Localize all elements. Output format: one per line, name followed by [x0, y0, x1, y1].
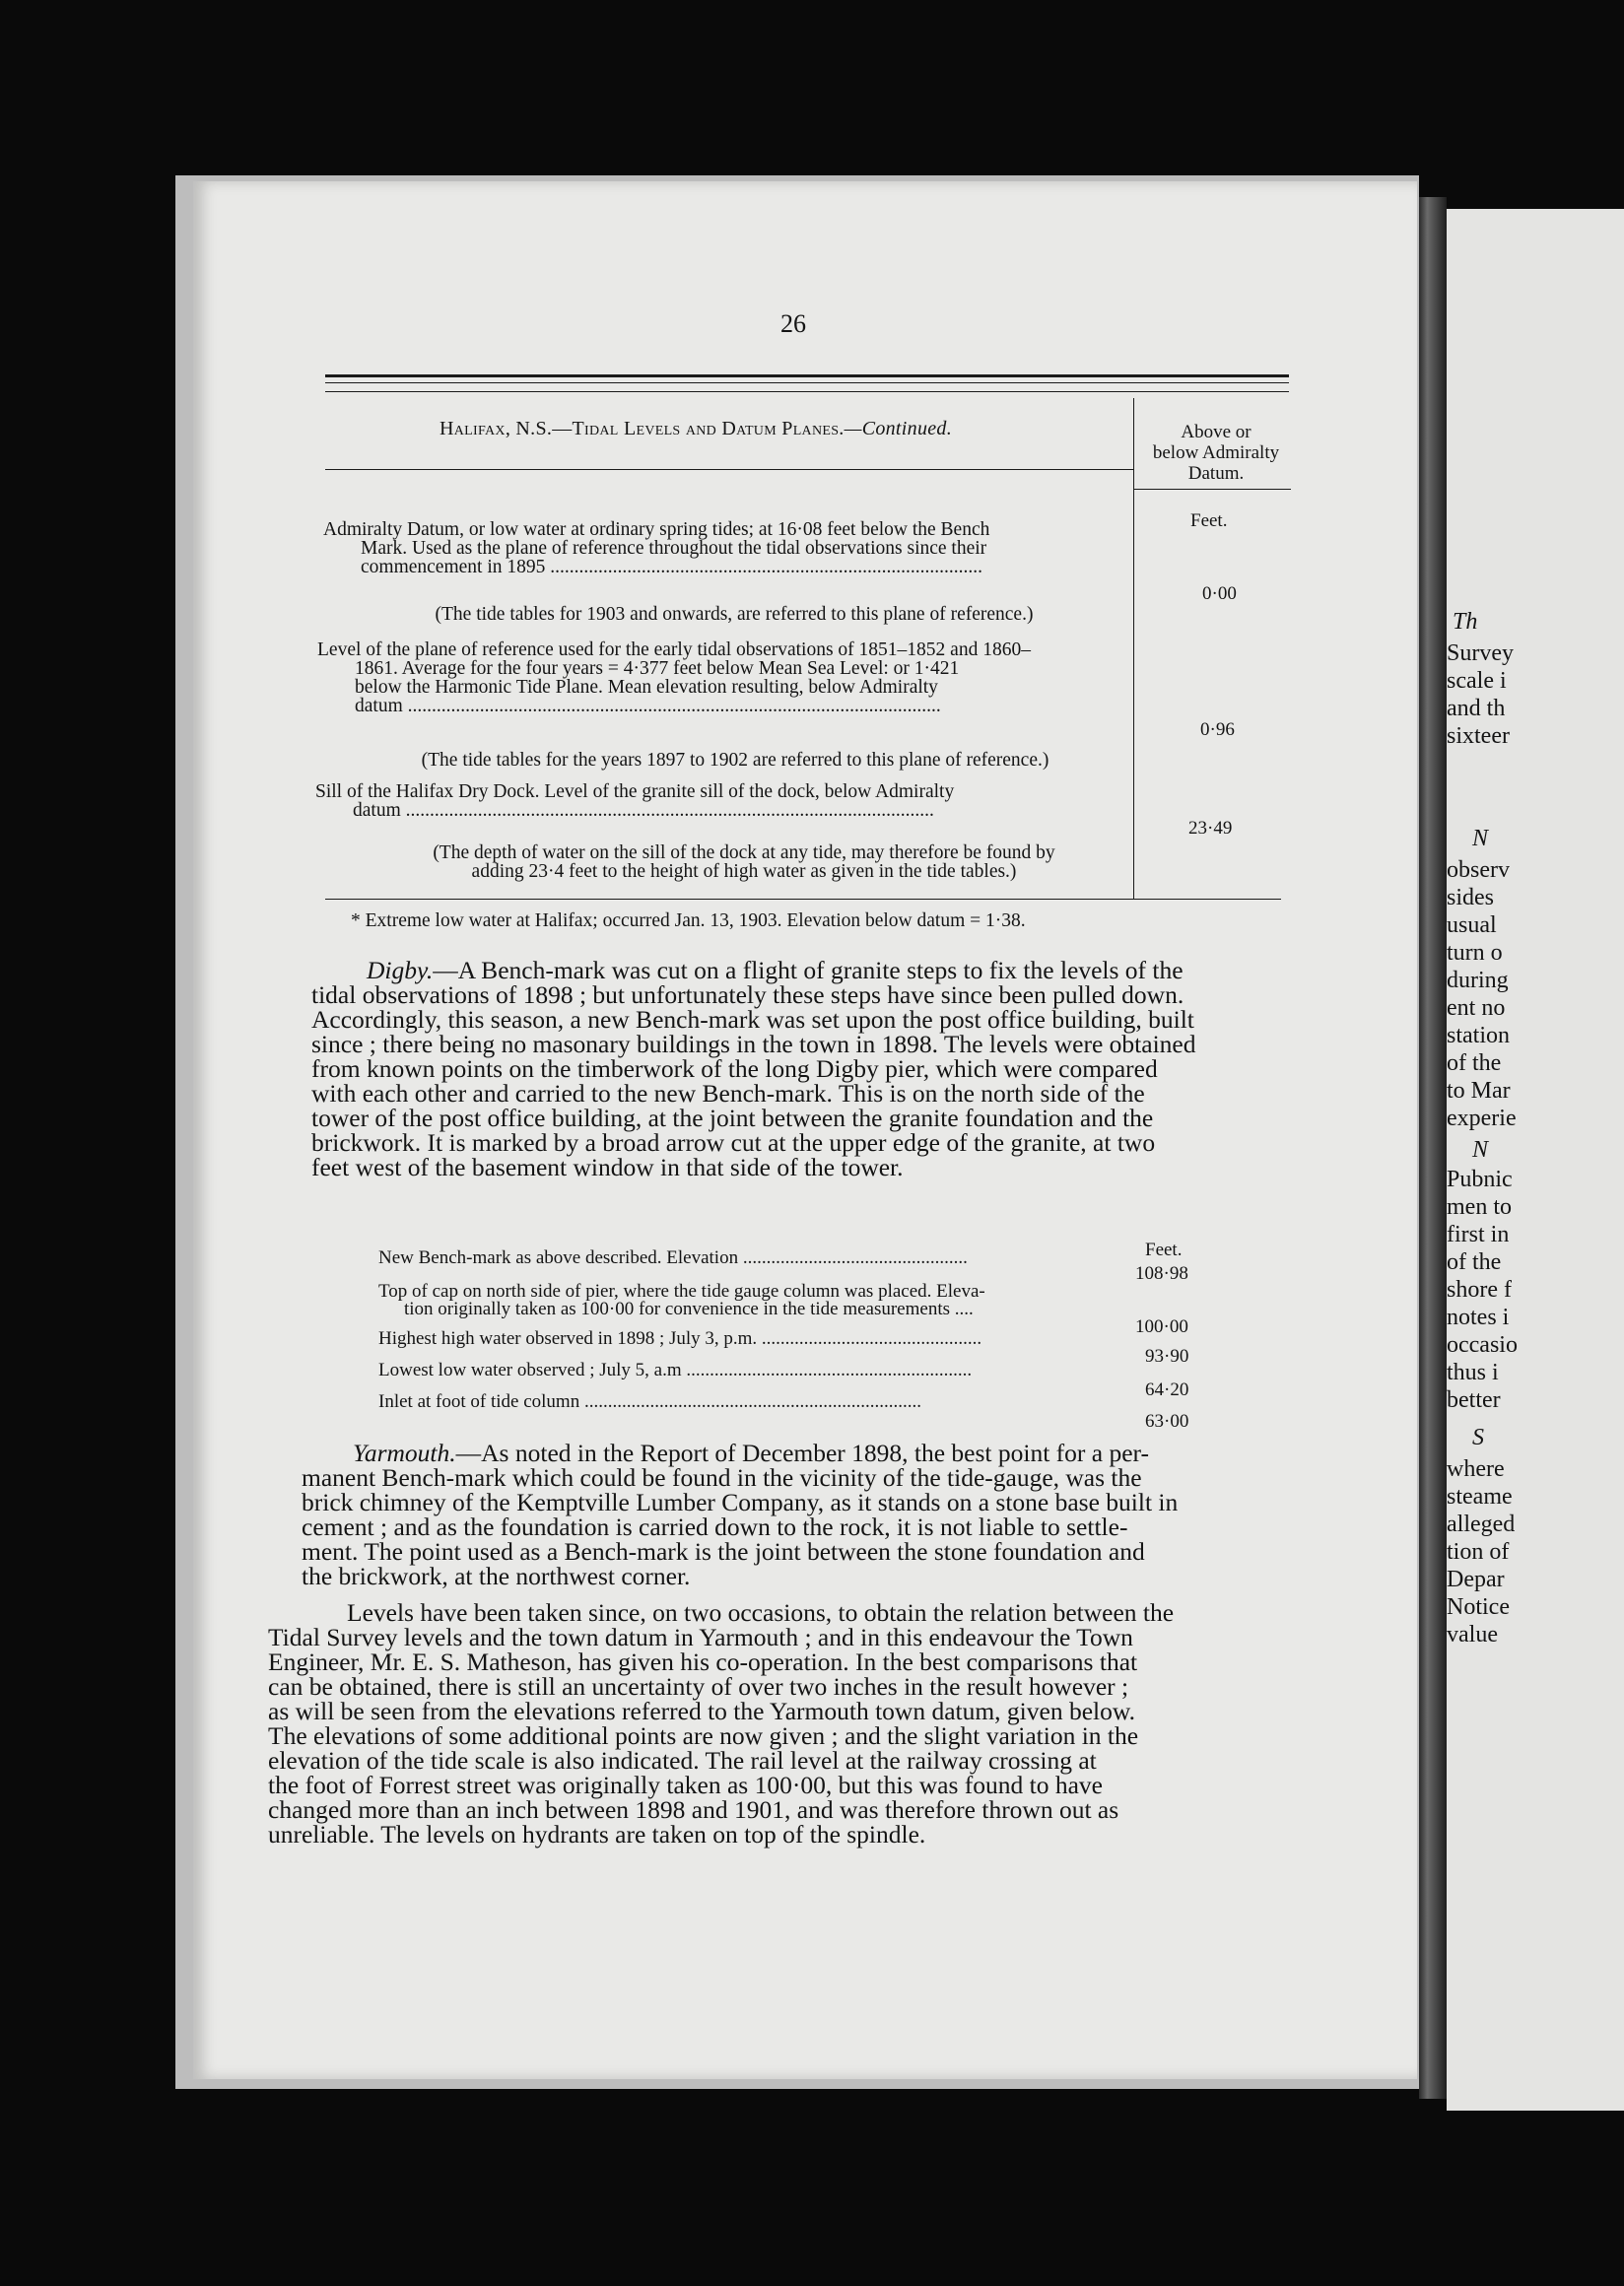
table-top-rule-2	[325, 391, 1289, 392]
paragraph-line: Tidal Survey levels and the town datum in Yarmouth ; and in this endeavour the Town	[268, 1623, 1133, 1651]
facing-page-line: turn o	[1447, 940, 1503, 966]
levels-row	[378, 1330, 1196, 1348]
yarmouth-heading: Yarmouth.	[353, 1439, 456, 1467]
entry-line: below the Harmonic Tide Plane. Mean elevation resulting, below Admiralty	[355, 677, 938, 698]
paragraph-line: Levels have been taken since, on two occasions, to obtain the relation between the	[347, 1598, 1175, 1627]
levels-value: 108·98	[1135, 1263, 1188, 1284]
paragraph-line: brick chimney of the Kemptville Lumber Company, as it stands on a stone base built in	[302, 1488, 1179, 1516]
facing-page-line: sixteer	[1447, 723, 1510, 749]
caption-continued: —Continued.	[844, 418, 953, 439]
table-note: (The tide tables for the years 1897 to 1902 are referred to this plane of reference.)	[421, 750, 1049, 771]
paragraph-line: can be obtained, there is still an uncertainty of over two inches in the result however ;	[268, 1672, 1129, 1701]
levels-value: 100·00	[1135, 1316, 1188, 1337]
digby-heading: Digby.	[367, 956, 434, 984]
yarmouth-levels-paragraph	[268, 1600, 1263, 1847]
entry-line: datum ...............................................................................................................	[355, 696, 941, 716]
facing-page-line: of the	[1447, 1249, 1502, 1275]
paragraph-line: The elevations of some additional points are now given ; and the slight variation in the	[268, 1721, 1139, 1750]
levels-label: Highest high water observed in 1898 ; July 3, p.m. ...............................................	[378, 1328, 982, 1349]
note-line: (The depth of water on the sill of the dock at any tide, may therefore be found by	[433, 842, 1055, 863]
facing-page-line: to Mar	[1447, 1078, 1511, 1104]
entry-line: Sill of the Halifax Dry Dock. Level of the granite sill of the dock, below Admiralty	[315, 781, 955, 802]
facing-page-line: notes i	[1447, 1305, 1510, 1330]
paragraph-line: as will be seen from the elevations referred to the Yarmouth town datum, given below.	[268, 1697, 1135, 1725]
table-note: (The tide tables for 1903 and onwards, are referred to this plane of reference.)	[435, 604, 1034, 625]
facing-page-line: thus i	[1447, 1360, 1499, 1385]
table-bottom-rule	[325, 899, 1281, 900]
entry-line: 1861. Average for the four years = 4·377 feet below Mean Sea Level: or 1·421	[355, 658, 960, 679]
facing-page-line: experie	[1447, 1106, 1517, 1131]
levels-label: Inlet at foot of tide column ........................................................................	[378, 1391, 921, 1412]
facing-page-line: station	[1447, 1023, 1510, 1048]
yarmouth-paragraph	[302, 1441, 1269, 1588]
facing-page-line: usual	[1447, 912, 1497, 938]
levels-unit: Feet.	[1145, 1240, 1183, 1260]
paragraph-line: —A Bench-mark was cut on a flight of granite steps to fix the levels of the	[433, 956, 1184, 984]
table-entry-admiralty-datum	[323, 520, 1133, 576]
paragraph-line: manent Bench-mark which could be found in the vicinity of the tide-gauge, was the	[302, 1463, 1142, 1492]
page-number: 26	[780, 309, 806, 338]
paragraph-line: elevation of the tide scale is also indicated. The rail level at the railway crossing at	[268, 1746, 1097, 1775]
table-top-rule	[325, 374, 1289, 377]
entry-line: Mark. Used as the plane of reference throughout the tidal observations since their	[361, 538, 987, 559]
entry-line: Level of the plane of reference used for the early tidal observations of 1851–1852 and 1860–	[317, 639, 1031, 660]
column-header	[1135, 422, 1297, 484]
paragraph-line: since ; there being no masonary buildings in the town in 1898. The levels were obtained	[311, 1030, 1196, 1058]
caption-title: —Tidal Levels and Datum Planes.	[552, 418, 845, 439]
facing-page-line: Th	[1453, 609, 1478, 635]
header-underline	[1133, 489, 1291, 490]
caption-place: Halifax, N.S.	[440, 418, 553, 439]
levels-label: Top of cap on north side of pier, where the tide gauge column was placed. Eleva-	[378, 1281, 985, 1302]
facing-page-line: occasio	[1447, 1332, 1518, 1358]
levels-row	[378, 1283, 1196, 1318]
table-value: 0·96	[1200, 719, 1235, 740]
facing-page-line: N	[1472, 1137, 1489, 1163]
facing-page-line: observ	[1447, 857, 1510, 883]
levels-value: 93·90	[1145, 1346, 1189, 1367]
paragraph-line: cement ; and as the foundation is carried down to the rock, it is not liable to settle-	[302, 1513, 1128, 1541]
paragraph-line: with each other and carried to the new Bench-mark. This is on the north side of the	[311, 1079, 1145, 1108]
table-column-rule	[1133, 398, 1134, 899]
digby-paragraph	[311, 958, 1281, 1179]
paragraph-line: feet west of the basement window in that side of the tower.	[311, 1153, 904, 1181]
facing-page-line: value	[1447, 1622, 1498, 1647]
facing-page-line: steame	[1447, 1484, 1513, 1510]
entry-line: Admiralty Datum, or low water at ordinary spring tides; at 16·08 feet below the Bench	[323, 519, 990, 540]
table-value: 0·00	[1202, 583, 1237, 604]
paragraph-line: ment. The point used as a Bench-mark is the joint between the stone foundation and	[302, 1537, 1145, 1566]
paragraph-line: tidal observations of 1898 ; but unfortunately these steps have since been pulled down.	[311, 980, 1184, 1009]
facing-page-line: shore f	[1447, 1277, 1512, 1303]
caption-underline	[325, 469, 1133, 470]
facing-page-line: where	[1447, 1456, 1505, 1482]
table-caption	[440, 418, 952, 440]
paragraph-line: Accordingly, this season, a new Bench-mark was set upon the post office building, built	[311, 1005, 1194, 1034]
facing-page-line: better	[1447, 1387, 1501, 1413]
facing-page-line: sides	[1447, 885, 1494, 910]
facing-page-line: Pubnic	[1447, 1167, 1513, 1192]
facing-page-line: during	[1447, 968, 1509, 993]
facing-page-line: men to	[1447, 1194, 1512, 1220]
facing-page-line: first in	[1447, 1222, 1510, 1247]
paragraph-line: changed more than an inch between 1898 and 1901, and was therefore thrown out as	[268, 1795, 1119, 1824]
facing-page-line: ent no	[1447, 995, 1506, 1021]
paragraph-line: tower of the post office building, at the joint between the granite foundation and the	[311, 1104, 1154, 1132]
facing-page-line: tion of	[1447, 1539, 1510, 1565]
levels-label: New Bench-mark as above described. Elevation ................................................	[378, 1247, 968, 1268]
facing-page-line: Notice	[1447, 1594, 1510, 1620]
column-header-line: Above or	[1181, 422, 1252, 442]
table-entry-early-plane	[317, 640, 1133, 715]
levels-row	[378, 1249, 1196, 1267]
table-top-rule-thin	[325, 382, 1289, 383]
levels-label: tion originally taken as 100·00 for convenience in the tide measurements ....	[404, 1299, 974, 1319]
paragraph-line: unreliable. The levels on hydrants are taken on top of the spindle.	[268, 1820, 926, 1849]
paragraph-line: the brickwork, at the northwest corner.	[302, 1562, 691, 1590]
table-entry-dry-dock-sill	[315, 782, 1133, 820]
levels-value: 63·00	[1145, 1411, 1189, 1432]
levels-row	[378, 1362, 1196, 1379]
levels-row	[378, 1393, 1196, 1411]
column-header-line: Datum.	[1187, 463, 1245, 484]
facing-page-line: alleged	[1447, 1512, 1516, 1537]
entry-line: datum ..............................................................................................................	[353, 800, 934, 821]
paragraph-line: —As noted in the Report of December 1898, the best point for a per-	[455, 1439, 1150, 1467]
entry-line: commencement in 1895 ..........................................................................................	[361, 557, 982, 577]
levels-label: Lowest low water observed ; July 5, a.m .............................................................	[378, 1360, 973, 1380]
facing-page-line: scale i	[1447, 668, 1507, 694]
table-footnote: * Extreme low water at Halifax; occurred Jan. 13, 1903. Elevation below datum = 1·38.	[351, 910, 1026, 931]
facing-page	[1447, 209, 1624, 2111]
book-spine	[1419, 197, 1447, 2099]
paragraph-line: brickwork. It is marked by a broad arrow cut at the upper edge of the granite, at two	[311, 1128, 1156, 1157]
facing-page-line: S	[1472, 1425, 1484, 1450]
facing-page-line: N	[1472, 826, 1489, 851]
facing-page-line: and th	[1447, 696, 1506, 721]
paragraph-line: Engineer, Mr. E. S. Matheson, has given his co-operation. In the best comparisons that	[268, 1647, 1138, 1676]
note-line: adding 23·4 feet to the height of high water as given in the tide tables.)	[471, 861, 1017, 882]
facing-page-line: Survey	[1447, 640, 1514, 666]
levels-value: 64·20	[1145, 1379, 1189, 1400]
facing-page-line: Depar	[1447, 1567, 1505, 1592]
column-header-line: below Admiralty	[1152, 442, 1280, 463]
table-unit: Feet.	[1190, 510, 1228, 531]
table-note-depth	[365, 843, 1123, 881]
paragraph-line: from known points on the timberwork of the long Digby pier, which were compared	[311, 1054, 1158, 1083]
paragraph-line: the foot of Forrest street was originally taken as 100·00, but this was found to have	[268, 1771, 1103, 1799]
facing-page-line: of the	[1447, 1050, 1502, 1076]
table-value: 23·49	[1188, 818, 1233, 839]
